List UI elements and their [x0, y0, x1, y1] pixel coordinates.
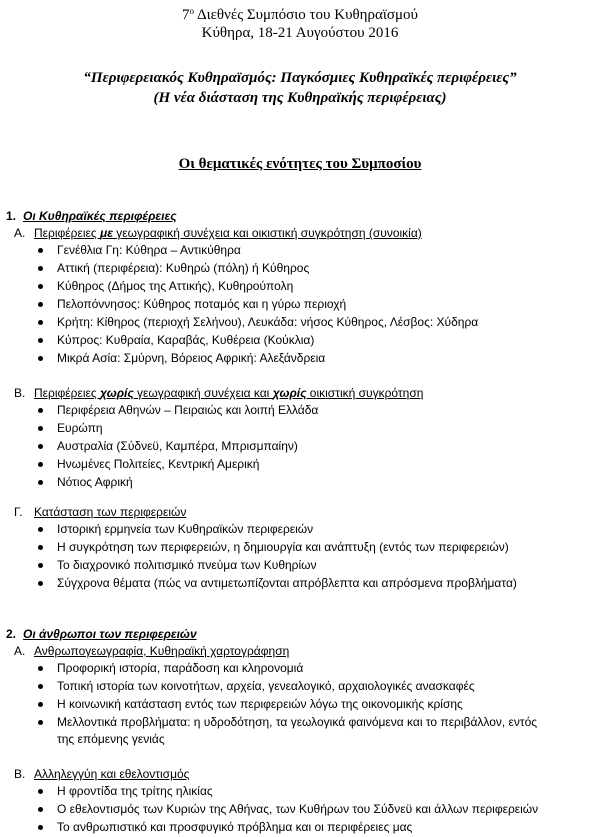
symposium-line — [0, 6, 600, 24]
bullet-icon — [38, 545, 43, 550]
list-item: Γενέθλια Γη: Κύθηρα – Αντικύθηρα — [57, 243, 241, 257]
list-item: Μελλοντικά προβλήματα: η υδροδότηση, τα γεωλογικά φαινόμενα και το περιβάλλον, εντός — [57, 715, 538, 729]
list-item: Η φροντίδα της τρίτης ηλικίας — [57, 784, 213, 798]
subsection-2b-letter: Β. — [14, 767, 26, 781]
list-item: Ηνωμένες Πολιτείες, Κεντρική Αμερική — [57, 457, 260, 471]
subsection-2a-heading: Ανθρωπογεωγραφία, Κυθηραϊκή χαρτογράφηση — [34, 644, 290, 658]
list-item: Ευρώπη — [57, 421, 103, 435]
bullet-icon — [38, 248, 43, 253]
subsection-1a-heading: Περιφέρειες με γεωγραφική συνέχεια και οικιστική συγκρότηση (συνοικία) — [34, 226, 422, 240]
list-item: Νότιος Αφρική — [57, 475, 133, 489]
symposium-name: Διεθνές Συμπόσιο του Κυθηραϊσμού — [194, 7, 418, 23]
list-item: Προφορική ιστορία, παράδοση και κληρονομιά — [57, 661, 304, 675]
bullet-icon — [38, 666, 43, 671]
list-item: Η κοινωνική κατάσταση εντός των περιφερειών λόγω της οικονομικής κρίσης — [57, 697, 463, 711]
list-item: Κύθηρος (Δήμος της Αττικής), Κυθηρούπολη — [57, 279, 294, 293]
ordinal-superscript: ο — [189, 6, 195, 16]
bullet-icon — [38, 426, 43, 431]
bullet-icon — [38, 825, 43, 830]
symposium-number: 7 — [182, 7, 190, 23]
thematic-units-heading: Οι θεματικές ενότητες του Συμποσίου — [178, 156, 422, 172]
list-item: Αυστραλία (Σύδνεϋ, Καμπέρα, Μπρισμπαίην) — [57, 439, 298, 453]
bullet-icon — [38, 702, 43, 707]
bullet-icon — [38, 338, 43, 343]
section-1-title: Οι Κυθηραϊκές περιφέρειες — [23, 209, 177, 223]
main-subtitle: (Η νέα διάσταση της Κυθηραϊκής περιφέρειας) — [153, 90, 447, 106]
section-1-number: 1. — [6, 209, 17, 223]
list-item: Ιστορική ερμηνεία των Κυθηραϊκών περιφερειών — [57, 522, 314, 536]
place-date: Κύθηρα, 18-21 Αυγούστου 2016 — [201, 25, 399, 41]
list-item: Ο εθελοντισμός των Κυριών της Αθήνας, των Κυθήρων του Σύδνεϋ και άλλων περιφερειών — [57, 802, 539, 816]
bullet-icon — [38, 581, 43, 586]
list-item: Αττική (περιφέρεια): Κυθηρώ (πόλη) ή Κύθηρος — [57, 261, 310, 275]
subsection-1c-letter: Γ. — [14, 505, 23, 519]
list-item: Κρήτη: Κίθηρος (περιοχή Σελήνου), Λευκάδα: νήσος Κύθηρος, Λέσβος: Χύδηρα — [57, 315, 479, 329]
bullet-icon — [38, 684, 43, 689]
list-item: Το ανθρωπιστικό και προσφυγικό πρόβλημα και οι περιφέρειες μας — [57, 820, 413, 834]
bullet-icon — [38, 266, 43, 271]
bullet-icon — [38, 480, 43, 485]
list-item: Η συγκρότηση των περιφερειών, η δημιουργία και ανάπτυξη (εντός των περιφερειών) — [57, 540, 509, 554]
bullet-icon — [38, 408, 43, 413]
list-item-continuation: της επόμενης γενιάς — [57, 732, 165, 746]
bullet-icon — [38, 527, 43, 532]
bullet-icon — [38, 720, 43, 725]
list-item: Το διαχρονικό πολιτισμικό πνεύμα των Κυθηρίων — [57, 558, 317, 572]
list-item: Μικρά Ασία: Σμύρνη, Βόρειος Αφρική: Αλεξάνδρεια — [57, 351, 326, 365]
subsection-1b-heading: Περιφέρειες χωρίς γεωγραφική συνέχεια και χωρίς οικιστική συγκρότηση — [34, 386, 424, 400]
subsection-1b-letter: Β. — [14, 386, 26, 400]
bullet-icon — [38, 302, 43, 307]
section-2-title: Οι άνθρωποι των περιφερειών — [23, 627, 197, 641]
list-item: Σύγχρονα θέματα (πώς να αντιμετωπίζονται απρόβλεπτα και απρόσμενα προβλήματα) — [57, 576, 517, 590]
subsection-2b-heading: Αλληλεγγύη και εθελοντισμός — [34, 767, 190, 781]
section-2-number: 2. — [6, 627, 17, 641]
subsection-2a-letter: Α. — [14, 644, 26, 658]
subsection-1c-heading: Κατάσταση των περιφερειών — [34, 505, 187, 519]
list-item: Πελοπόννησος: Κύθηρος ποταμός και η γύρω περιοχή — [57, 297, 347, 311]
bullet-icon — [38, 563, 43, 568]
list-item: Κύπρος: Κυθραία, Καραβάς, Κυθέρεια (Κούκλια) — [57, 333, 315, 347]
bullet-icon — [38, 807, 43, 812]
list-item: Τοπική ιστορία των κοινοτήτων, αρχεία, γενεαλογικό, αρχαιολογικές ανασκαφές — [57, 679, 475, 693]
bullet-icon — [38, 320, 43, 325]
list-item: Περιφέρεια Αθηνών – Πειραιώς και λοιπή Ελλάδα — [57, 403, 319, 417]
subsection-1a-letter: Α. — [14, 226, 26, 240]
bullet-icon — [38, 356, 43, 361]
main-title: “Περιφερειακός Κυθηραϊσμός: Παγκόσμιες Κυθηραϊκές περιφέρειες” — [83, 70, 517, 86]
bullet-icon — [38, 284, 43, 289]
bullet-icon — [38, 444, 43, 449]
bullet-icon — [38, 462, 43, 467]
bullet-icon — [38, 789, 43, 794]
